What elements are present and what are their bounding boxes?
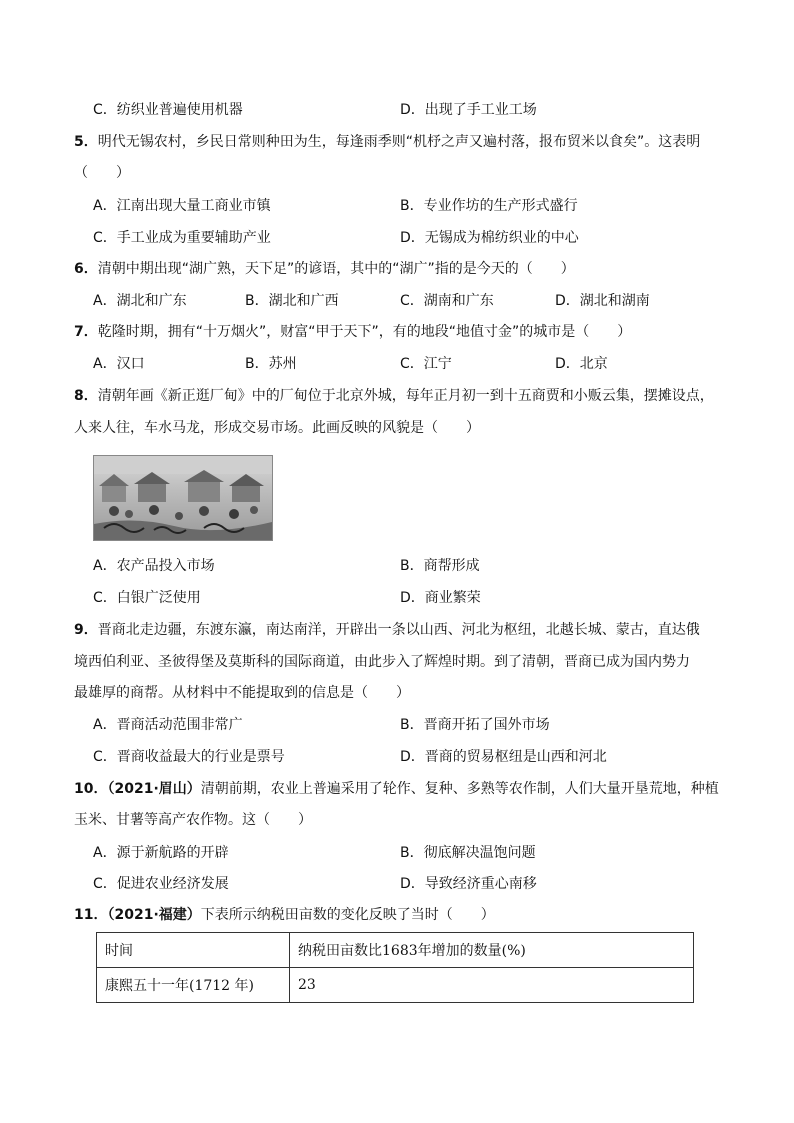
q6-option-c[interactable]: C．湖南和广东 (400, 293, 494, 309)
q10-option-d[interactable]: D．导致经济重心南移 (400, 876, 537, 892)
q9-option-c[interactable]: C．晋商收益最大的行业是票号 (93, 749, 285, 765)
q9-option-a[interactable]: A．晋商活动范围非常广 (93, 717, 243, 733)
q8-option-c[interactable]: C．白银广泛使用 (93, 590, 201, 606)
q6-stem-text1: 清朝中期出现“湖广熟，天下足”的谚语，其中的“湖广”指的是今天的（ ） (97, 261, 575, 277)
q5-option-a[interactable]: A．江南出现大量工商业市镇 (93, 198, 271, 214)
q10-number: 10． (74, 781, 108, 797)
q7-stem-text1: 乾隆时期，拥有“十万烟火”，财富“甲于天下”，有的地段“地值寸金”的城市是（ ） (97, 324, 632, 340)
q9-number: 9． (74, 622, 98, 638)
q11-stem-line1 (74, 905, 495, 925)
q9-stem-text1: 晋商北走边疆，东渡东瀛，南达南洋，开辟出一条以山西、河北为枢纽，北越长城、蒙古，直达俄 (97, 622, 700, 638)
q7-option-d[interactable]: D．北京 (555, 356, 608, 372)
q10-stem-text1: 清朝前期，农业上普遍采用了轮作、复种、多熟等农作制，人们大量开垦荒地，种植 (200, 781, 719, 797)
q11-data-table (96, 932, 694, 1003)
q6-option-d[interactable]: D．湖北和湖南 (555, 293, 650, 309)
q5-number: 5． (74, 134, 98, 150)
q6-number: 6． (74, 261, 98, 277)
table-row (97, 968, 694, 1003)
q7-option-b[interactable]: B．苏州 (245, 356, 297, 372)
q8-stem-line2: 人来人往，车水马龙，形成交易市场。此画反映的风貌是（ ） (74, 420, 480, 436)
q7-option-a[interactable]: A．汉口 (93, 356, 145, 372)
q11-number: 11． (74, 907, 108, 923)
q8-option-b[interactable]: B．商帮形成 (400, 558, 480, 574)
q8-stem-text1: 清朝年画《新正逛厂甸》中的厂甸位于北京外城，每年正月初一到十五商贾和小贩云集，摆摊设点， (97, 388, 714, 404)
q10-source: （2021·眉山） (107, 781, 201, 797)
q6-option-a[interactable]: A．湖北和广东 (93, 293, 187, 309)
table-header-row (97, 933, 694, 968)
table-header-cell-time: 时间 (97, 933, 290, 968)
q9-option-b[interactable]: B．晋商开拓了国外市场 (400, 717, 550, 733)
q9-stem-line3: 最雄厚的商帮。从材料中不能提取到的信息是（ ） (74, 685, 410, 701)
q5-option-b[interactable]: B．专业作坊的生产形式盛行 (400, 198, 578, 214)
q10-option-a[interactable]: A．源于新航路的开辟 (93, 845, 229, 861)
q9-option-d[interactable]: D．晋商的贸易枢纽是山西和河北 (400, 749, 607, 765)
q9-stem-line2: 境西伯利亚、圣彼得堡及莫斯科的国际商道，由此步入了辉煌时期。到了清朝，晋商已成为国内势力 (74, 654, 690, 670)
q10-stem-line2: 玉米、甘薯等高产农作物。这（ ） (74, 812, 312, 828)
q11-source: （2021·福建） (107, 907, 201, 923)
q6-option-b[interactable]: B．湖北和广西 (245, 293, 339, 309)
q8-number: 8． (74, 388, 98, 404)
q8-option-a[interactable]: A．农产品投入市场 (93, 558, 215, 574)
q7-number: 7． (74, 324, 98, 340)
q11-stem-text1: 下表所示纳税田亩数的变化反映了当时（ ） (200, 907, 495, 923)
q5-option-d[interactable]: D．无锡成为棉纺织业的中心 (400, 230, 579, 246)
q8-stem-line1 (74, 386, 714, 406)
q10-option-c[interactable]: C．促进农业经济发展 (93, 876, 229, 892)
q9-stem-line1 (74, 620, 700, 640)
q5-stem-text1: 明代无锡农村，乡民日常则种田为生，每逢雨季则“机杼之声又遍村落，报布贸米以食矣”。这表明 (97, 134, 701, 150)
q10-stem-line1 (74, 779, 719, 799)
q8-option-d[interactable]: D．商业繁荣 (400, 590, 481, 606)
q4-option-d[interactable]: D．出现了手工业工场 (400, 102, 537, 118)
q4-option-c[interactable]: C．纺织业普遍使用机器 (93, 102, 243, 118)
q7-option-c[interactable]: C．江宁 (400, 356, 452, 372)
table-header-cell-increase: 纳税田亩数比1683年增加的数量(%) (290, 933, 694, 968)
q6-stem-line1 (74, 259, 575, 279)
q5-stem-line2: （ ） (74, 165, 130, 181)
q7-stem-line1 (74, 322, 631, 342)
painting-sketch (94, 456, 272, 540)
new-year-painting-image (93, 455, 273, 541)
q5-option-c[interactable]: C．手工业成为重要辅助产业 (93, 230, 271, 246)
q5-stem-line1 (74, 132, 700, 152)
q10-option-b[interactable]: B．彻底解决温饱问题 (400, 845, 536, 861)
table-cell-year: 康熙五十一年(1712 年) (97, 968, 290, 1003)
table-cell-value: 23 (290, 968, 694, 1003)
